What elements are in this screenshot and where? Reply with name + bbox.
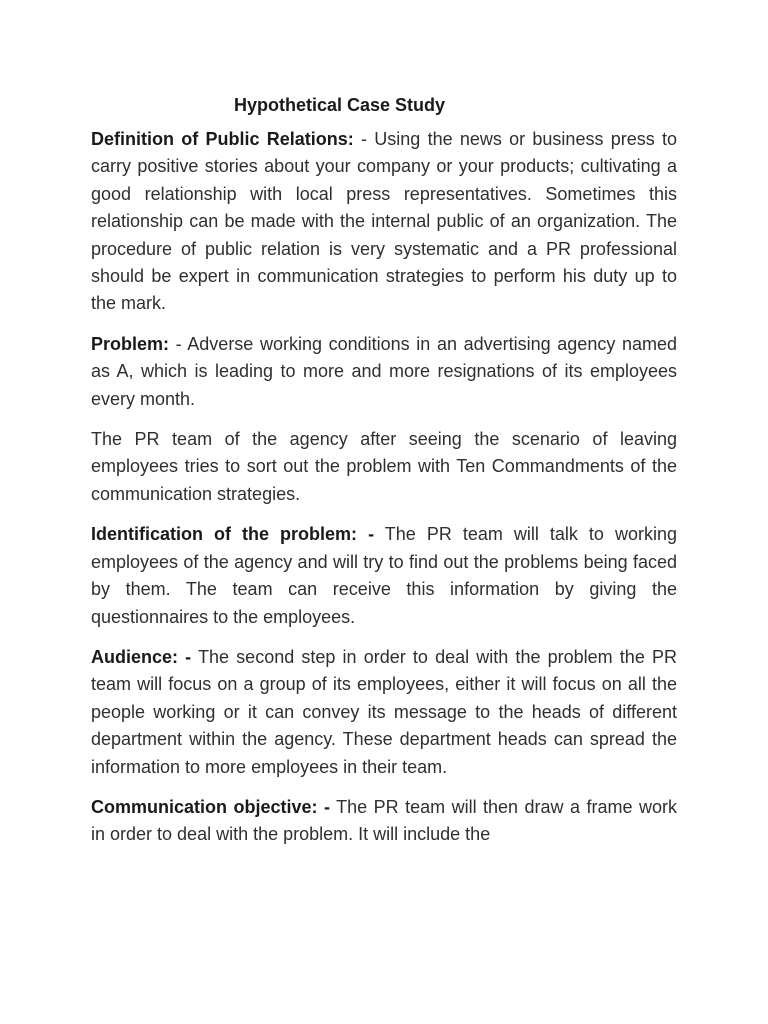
paragraph-heading: Definition of Public Relations: <box>91 129 354 149</box>
paragraph-identification <box>91 521 677 631</box>
paragraph-definition <box>91 126 677 318</box>
paragraph-text: The PR team of the agency after seeing the scenario of leaving employees tries to sort out the problem with Ten Commandments of the communication strategies. <box>91 429 677 504</box>
paragraph-heading: Communication objective: - <box>91 796 330 817</box>
paragraph-text: - Adverse working conditions in an advertising agency named as A, which is leading to more and more resignations of its employees every month. <box>91 333 677 409</box>
paragraph-audience <box>91 644 677 781</box>
paragraph-text: The PR team will then draw a frame work in order to deal with the problem. It will include the <box>91 796 677 845</box>
document-page <box>91 92 677 863</box>
paragraph-pr-team <box>91 426 677 508</box>
paragraph-heading: Audience: - <box>91 646 192 667</box>
paragraph-text: - Using the news or business press to carry positive stories about your company or your products; cultivating a good relationship with local press representatives. Sometimes this relationship can be made with the internal public of an organization. The procedure of public relation is very systematic and a PR professional should be expert in communication strategies to perform his duty up to the mark. <box>91 129 677 314</box>
document-title: Hypothetical Case Study <box>234 95 446 115</box>
paragraph-heading: Problem: <box>91 333 170 354</box>
paragraph-heading: Identification of the problem: - <box>91 524 375 545</box>
paragraph-text: The PR team will talk to working employees of the agency and will try to find out the problems being faced by them. The team can receive this information by giving the questionnaires to the employees. <box>91 524 677 627</box>
paragraph-text: The second step in order to deal with the problem the PR team will focus on a group of its employees, either it will focus on all the people working or it can convey its message to the heads of different department within the agency. These department heads can spread the information to more employees in their team. <box>91 646 677 777</box>
paragraph-communication-objective <box>91 794 677 850</box>
paragraph-problem <box>91 331 677 413</box>
